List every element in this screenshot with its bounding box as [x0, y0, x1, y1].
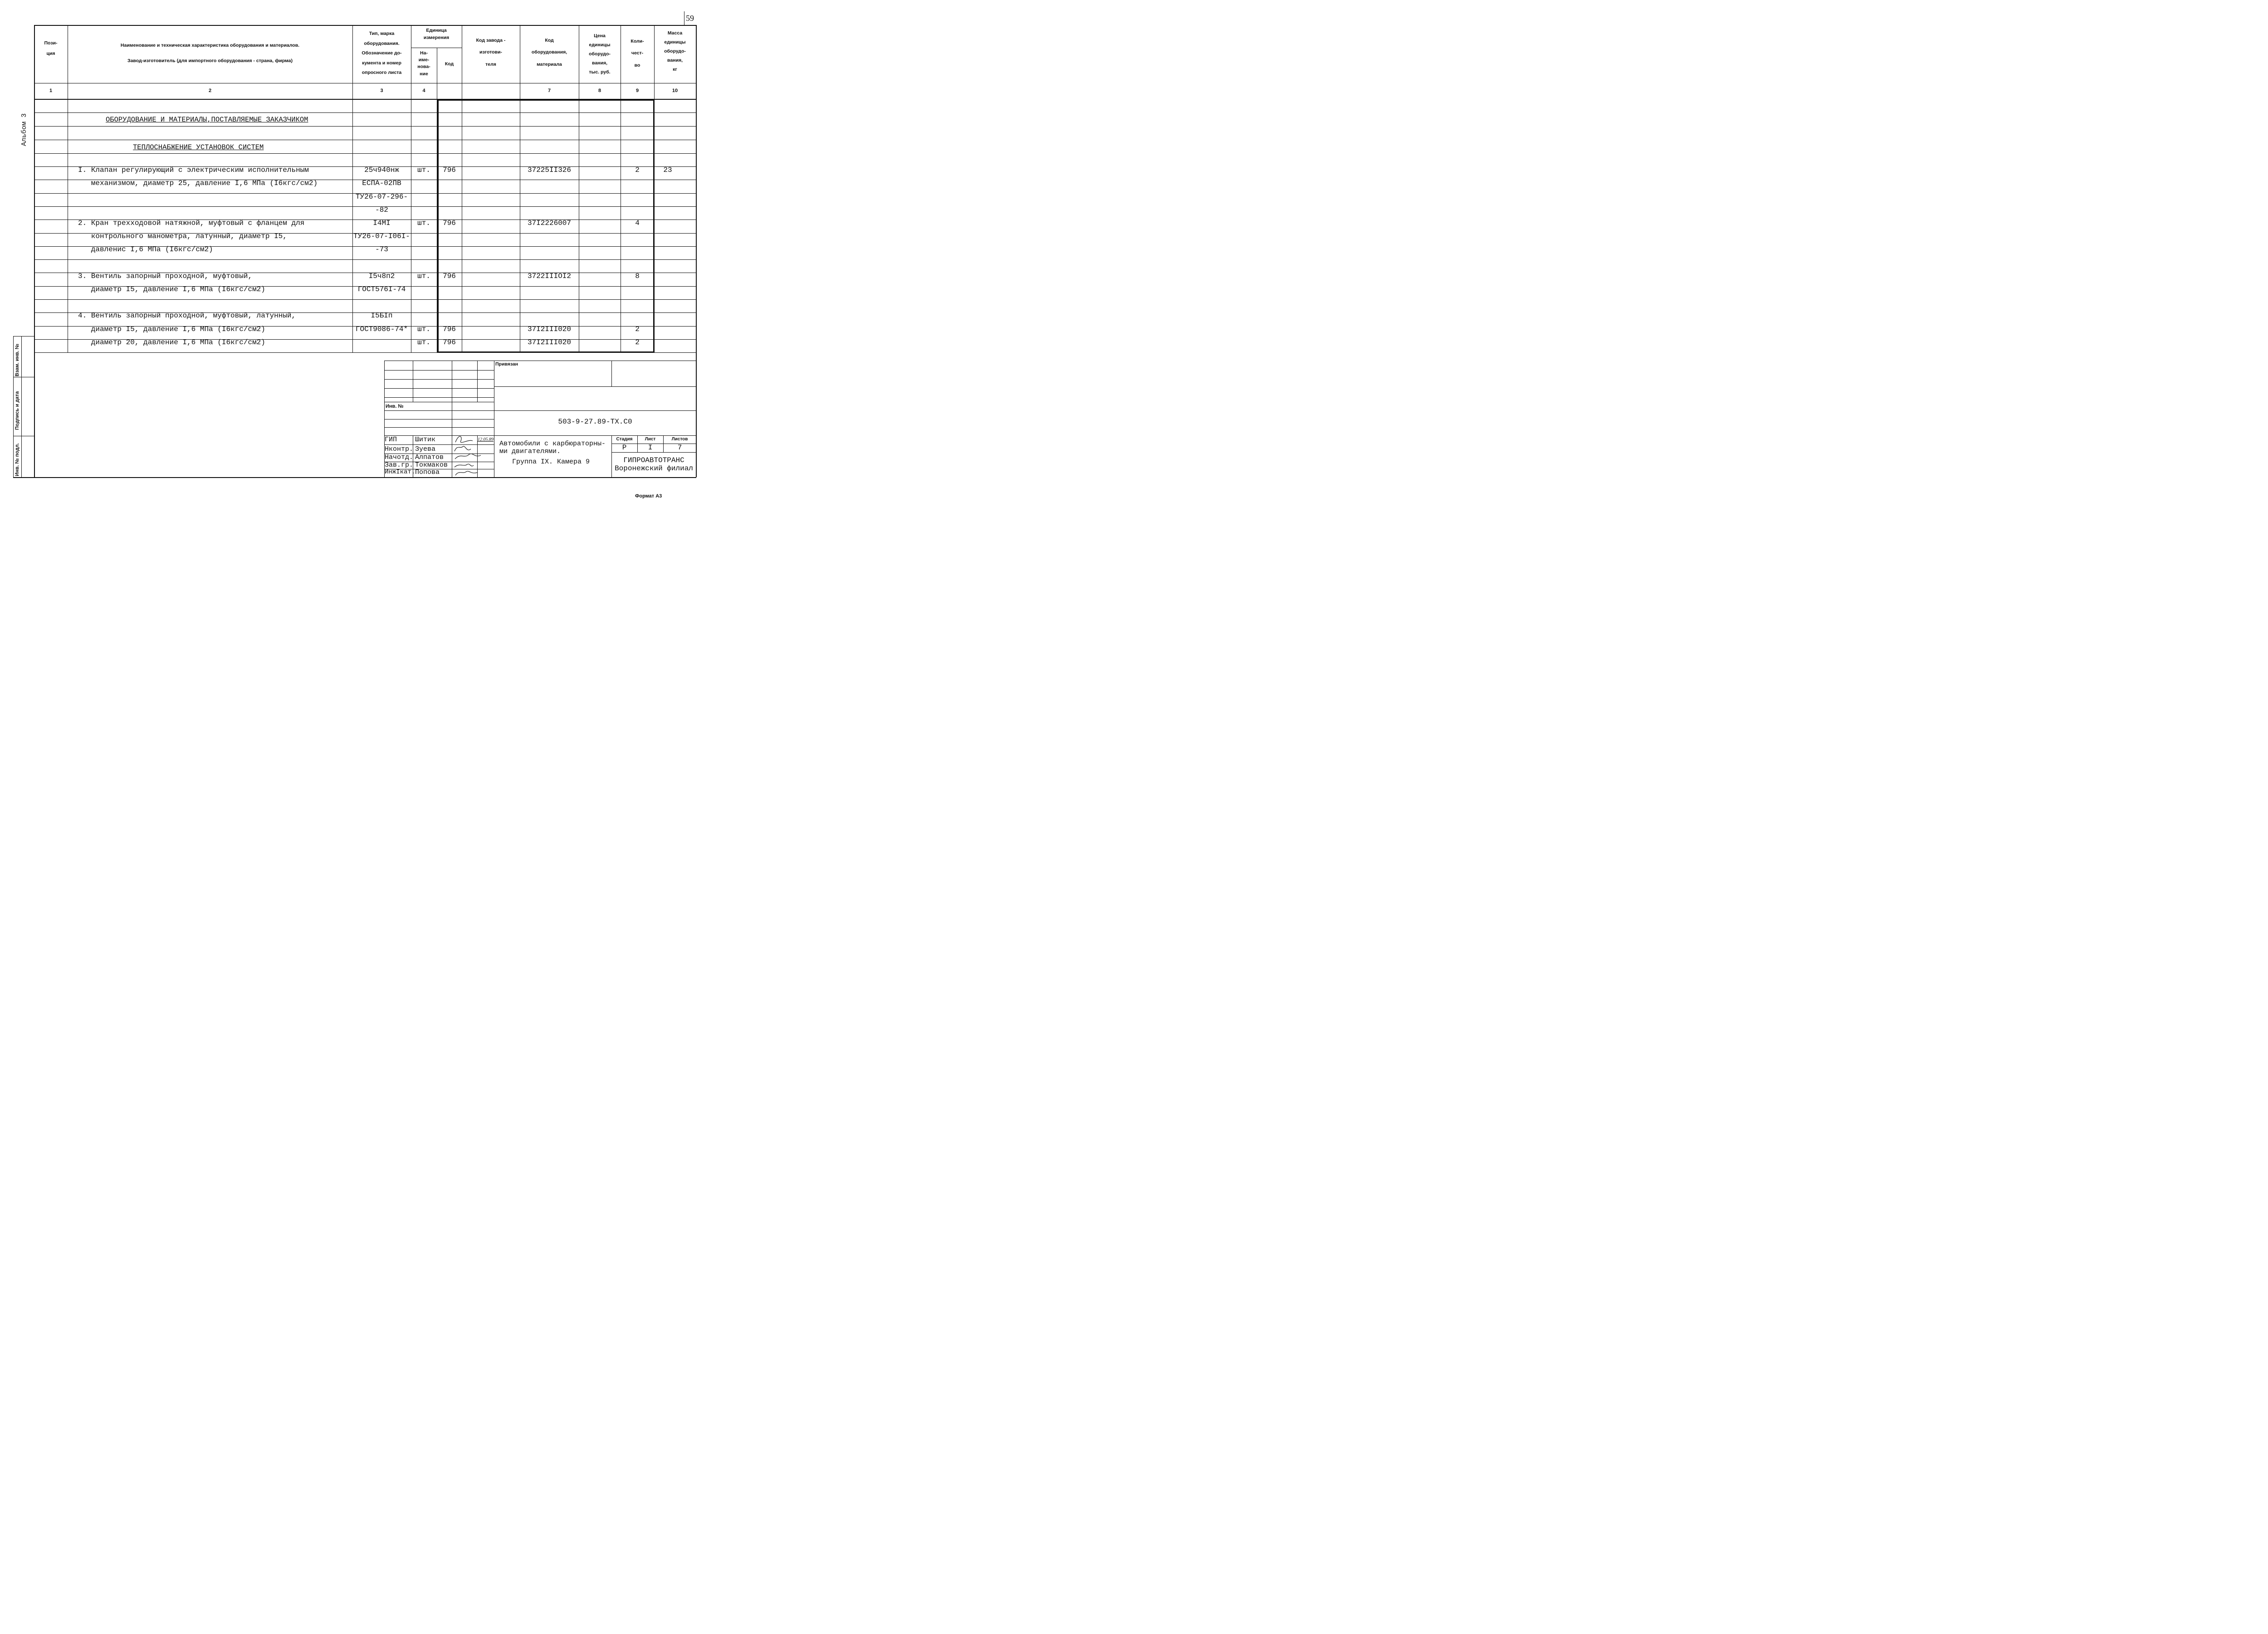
- row-name: 2. Кран трехходовой натяжной, муфтовый с фланцем для: [78, 219, 305, 227]
- row-qty: 2: [635, 338, 640, 346]
- row-type: ЕСПА-02ПВ: [362, 179, 401, 187]
- side-label-inv-podl: Инв. № подл.: [15, 443, 20, 476]
- name-nkontr: Зуева: [415, 445, 436, 453]
- stadia-label: Стадия: [616, 437, 633, 442]
- col-number: 8: [598, 88, 601, 93]
- row-name: механизмом, диаметр 25, давление I,6 МПа (I6кгс/см2): [78, 179, 318, 187]
- col-number: 1: [49, 88, 53, 93]
- row-qty: 8: [635, 272, 640, 280]
- row-code: 37I2226007: [527, 219, 571, 227]
- role-inzh: ИнжIкат.: [385, 468, 415, 476]
- page-number: 59: [686, 14, 694, 23]
- row-type: ГОСТ576I-74: [357, 285, 406, 293]
- row-name: давленис I,6 МПа (I6кгс/см2): [78, 245, 213, 254]
- document-code: 503-9-27.89-ТХ.С0: [558, 418, 632, 426]
- format-label: Формат А3: [635, 493, 662, 499]
- header-quantity: Коли- чест- во: [631, 39, 644, 68]
- header-factory-code: Код завода - изготови- теля: [476, 38, 506, 67]
- row-name: I. Клапан регулирующий с электрическим исполнительным: [78, 166, 309, 174]
- role-nkontr: Нконтр.: [385, 445, 414, 453]
- object-title-line1: Автомобили с карбюраторны-: [499, 440, 606, 448]
- row-kod: 796: [443, 219, 456, 227]
- header-price: Цена единицы оборудо- вания, тыс. руб.: [589, 33, 611, 75]
- row-name: диаметр I5, давление I,6 МПа (I6кгс/см2): [78, 325, 265, 333]
- side-label-inv-zam: Взам. инв. №: [15, 343, 20, 376]
- header-unit-name: На- име- нова- ние: [417, 50, 430, 77]
- col-number: 3: [380, 88, 383, 93]
- row-kod: 796: [443, 272, 456, 280]
- list-value: I: [648, 444, 653, 452]
- date-gip: 12.05.89: [478, 437, 494, 442]
- row-kod: 796: [443, 325, 456, 333]
- object-title-line2: ми двигателями.: [499, 448, 561, 455]
- row-qty: 2: [635, 325, 640, 333]
- row-code: 37I2III020: [527, 325, 571, 333]
- row-mass: 23: [663, 166, 672, 174]
- header-position: Пози- ция: [44, 40, 58, 57]
- row-type: I5ч8п2: [368, 272, 395, 280]
- row-type: ТУ26-07-296-: [355, 193, 408, 201]
- row-unit: шт.: [417, 166, 430, 174]
- signatures: [453, 431, 494, 477]
- name-gip: Шитик: [415, 436, 436, 444]
- row-name: контрольного манометра, латунный, диаметр I5,: [78, 232, 287, 240]
- row-unit: шт.: [417, 325, 430, 333]
- row-type: -82: [375, 206, 388, 214]
- row-name: диаметр 20, давление I,6 МПа (I6кгс/см2): [78, 338, 265, 346]
- header-type: Тип, марка оборудования. Обозначение до- кумента и номер опросного листа: [362, 31, 402, 76]
- stamp-privyazan: Привязан: [495, 361, 518, 367]
- col-number: 7: [547, 88, 551, 93]
- row-name: диаметр I5, давление I,6 МПа (I6кгс/см2): [78, 285, 265, 293]
- row-unit: шт.: [417, 272, 430, 280]
- name-inzh: Попова: [415, 468, 440, 476]
- header-equipment-code: Код оборудования, материала: [531, 38, 567, 67]
- stamp-inv-no: Инв. №: [386, 404, 404, 409]
- row-type: I5БIп: [371, 312, 393, 320]
- row-type: ГОСТ9086-74*: [355, 325, 408, 333]
- organization-branch: Воронежский филиал: [615, 464, 693, 473]
- header-name-line1: Наименование и техническая характеристика оборудования и материалов.: [120, 43, 300, 48]
- col-number: 4: [422, 88, 425, 93]
- col-number: 9: [635, 88, 639, 93]
- header-unit: Единица измерения: [423, 28, 450, 40]
- row-type: ТУ26-07-I06I-: [353, 232, 410, 240]
- name-nachotd: Алпатов: [415, 454, 444, 461]
- header-unit-code: Код: [445, 61, 454, 67]
- subsection-title: ТЕПЛОСНАБЖЕНИЕ УСТАНОВОК СИСТЕМ: [133, 143, 264, 151]
- row-type: -73: [375, 245, 388, 254]
- list-label: Лист: [645, 437, 656, 442]
- role-nachotd: Начотд.: [385, 454, 414, 461]
- row-unit: шт.: [417, 338, 430, 346]
- role-gip: ГИП: [385, 436, 397, 444]
- organization-name: ГИПРОАВТОТРАНС: [623, 456, 684, 464]
- row-type: 25ч940нж: [364, 166, 399, 174]
- row-unit: шт.: [417, 219, 430, 227]
- side-label-signature: Подпись и дата: [15, 391, 20, 430]
- name-zavgr: Токмаков: [415, 461, 448, 469]
- row-code: 37225II326: [527, 166, 571, 174]
- row-kod: 796: [443, 166, 456, 174]
- row-qty: 4: [635, 219, 640, 227]
- object-title-line3: Группа IX. Камера 9: [512, 458, 590, 466]
- section-title: ОБОРУДОВАНИЕ И МАТЕРИАЛЫ,ПОСТАВЛЯЕМЫЕ ЗАКАЗЧИКОМ: [106, 116, 308, 124]
- row-code: 37I2III020: [527, 338, 571, 346]
- row-type: I4МI: [373, 219, 391, 227]
- row-qty: 2: [635, 166, 640, 174]
- col-number: 10: [672, 88, 678, 93]
- col-number: 2: [208, 88, 212, 93]
- row-name: 3. Вентиль запорный проходной, муфтовый,: [78, 272, 253, 280]
- row-kod: 796: [443, 338, 456, 346]
- header-mass: Масса единицы оборудо- вания, кг: [664, 30, 686, 72]
- row-name: 4. Вентиль запорный проходной, муфтовый, латунный,: [78, 312, 296, 320]
- stadia-value: Р: [622, 444, 627, 452]
- header-name-line2: Завод-изготовитель (для импортного оборудования - страна, фирма): [127, 58, 293, 63]
- role-zavgr: Зав.гр.: [385, 461, 414, 469]
- listov-value: 7: [677, 444, 682, 452]
- album-label: Альбом 3: [20, 113, 28, 146]
- listov-label: Листов: [671, 437, 688, 442]
- row-code: 3722IIIOI2: [527, 272, 571, 280]
